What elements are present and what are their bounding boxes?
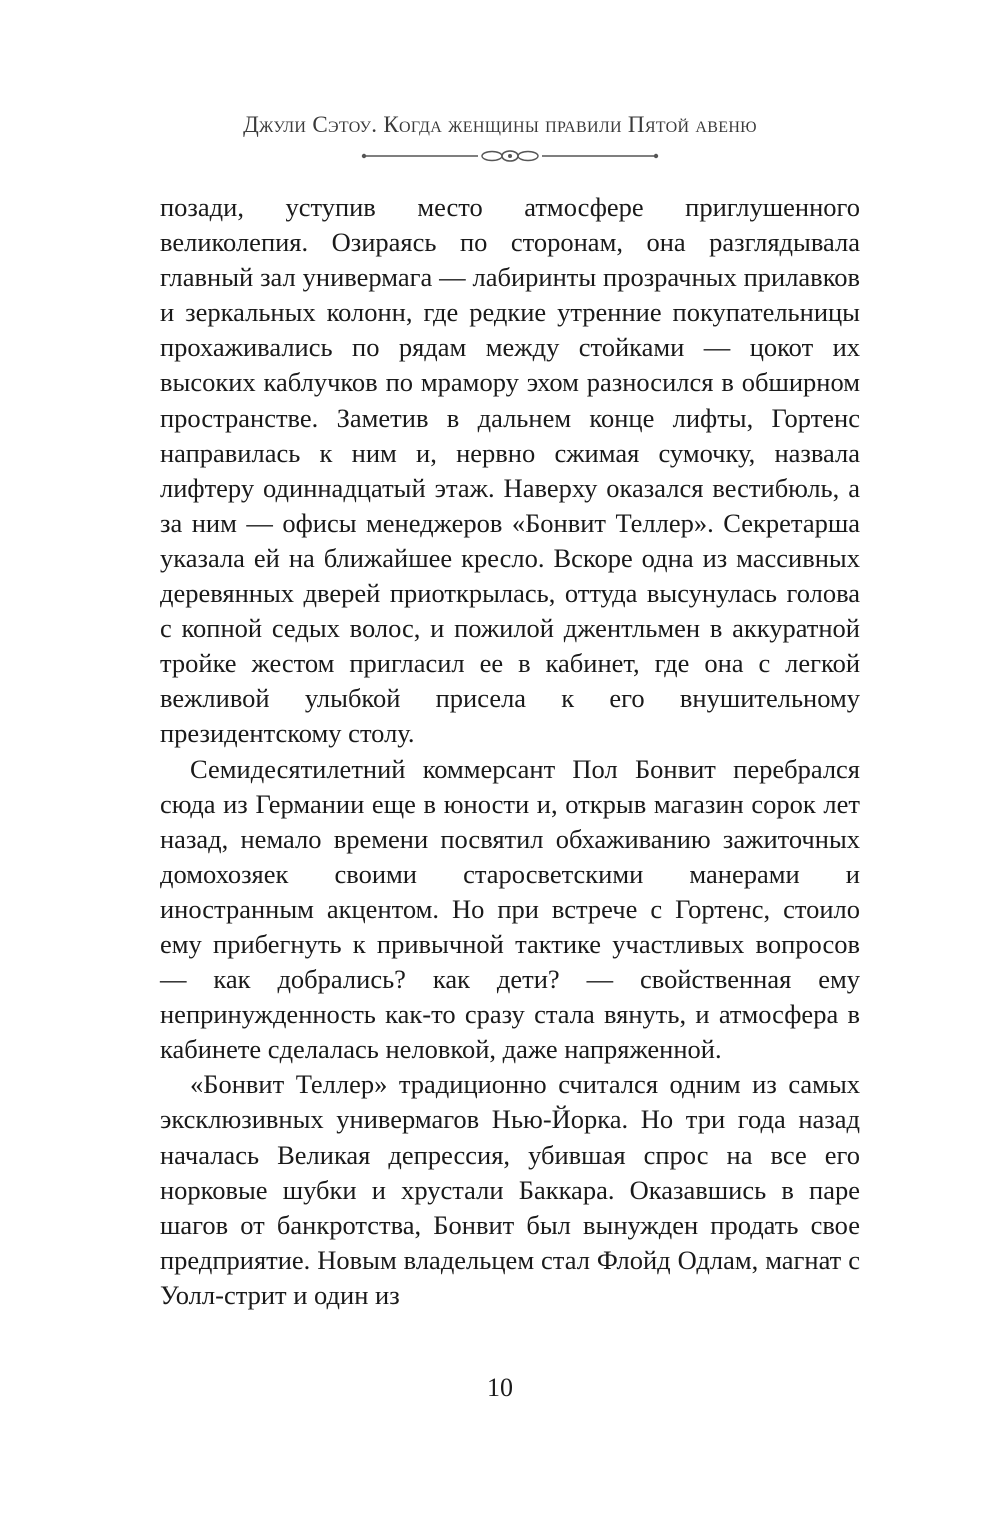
ornament-dot-left [362,154,366,158]
page-number: 10 [487,1373,513,1402]
header-ornament-divider [360,148,660,164]
running-header: Джули Сэтоу. Когда женщины правили Пятой авеню [243,112,757,137]
paragraph: Семидесятилетний коммерсант Пол Бонвит перебрался сюда из Германии еще в юности и, открыв магазин сорок лет назад, немало времени посвятил обхаживанию зажиточных домохозяек своими старосветскими манерами и иностранным акцентом. Но при встрече с Гортенс, стоило ему прибегнуть к привычной тактике участливых вопросов — как добрались? как дети? — свойственная ему непринужденность как-то сразу стала вянуть, и атмосфера в кабинете сделалась неловкой, даже напряженной. [160,753,860,1065]
paragraph: «Бонвит Теллер» традиционно считался одним из самых эксклюзивных универмагов Нью-Йорка. Но три года назад началась Великая депрессия, убившая спрос на все его норковые шубки и хрустали Баккара. Оказавшись в паре шагов от банкротства, Бонвит был вынужден продать свое предприятие. Новым владельцем стал Флойд Одлам, магнат с Уолл-стрит и один из [160,1069,860,1310]
paragraph: позади, уступив место атмосфере приглушенного великолепия. Озираясь по сторонам, она разглядывала главный зал универмага — лабиринты прозрачных прилавков и зеркальных колонн, где редкие утренние покупательницы прохаживались по рядам между стойками — цокот их высоких каблучков по мрамору эхом разносился в обширном пространстве. Заметив в дальнем конце лифты, Гортенс направилась к ним и, нервно сжимая сумочку, назвала лифтеру одиннадцатый этаж. Наверху оказался вестибюль, а за ним — офисы менеджеров «Бонвит Теллер». Секретарша указала ей на ближайшее кресло. Вскоре одна из массивных деревянных дверей приоткрылась, оттуда высунулась голова с копной седых волос, и пожилой джентльмен в аккуратной тройке жестом пригласил ее в кабинет, где она с легкой вежливой улыбкой присела к его внушительному президентскому столу. [160,192,860,749]
body-text [160,190,860,1313]
ornament-dot-right [654,154,658,158]
ornament-center-icon [482,151,538,161]
